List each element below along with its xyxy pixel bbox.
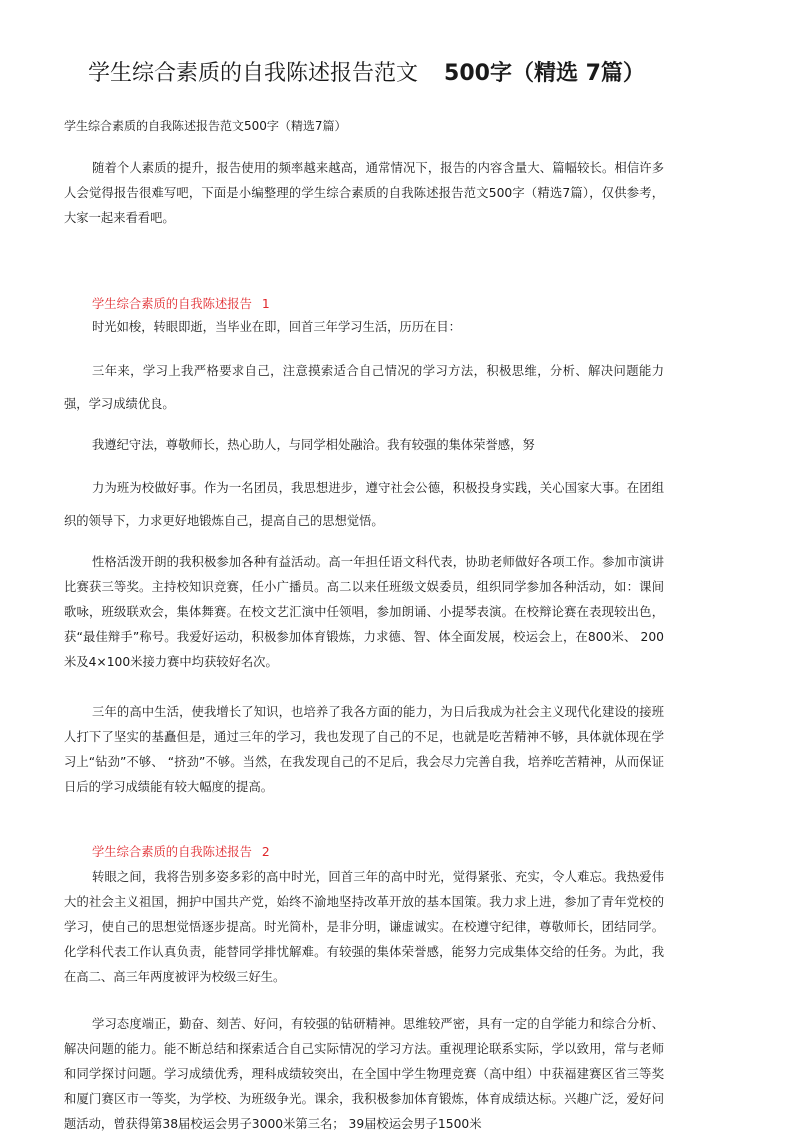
intro-paragraph: 随着个人素质的提升，报告使用的频率越来越高，通常情况下，报告的内容含量大、篇幅较长。相信许多人会觉得报告很难写吧，下面是小编整理的学生综合素质的自我陈述报告范文500字（精选7篇），仅供参考，大家一起来看看吧。 bbox=[64, 161, 664, 225]
paragraph: 我遵纪守法，尊敬师长，热心助人，与同学相处融洽。我有较强的集体荣誉感，努 bbox=[92, 438, 535, 452]
section-number: 1 bbox=[261, 297, 270, 311]
paragraph: 三年来，学习上我严格要求自己，注意摸索适合自己情况的学习方法，积极思维，分析、解决问题能力强，学习成绩优良。 bbox=[64, 364, 664, 411]
paragraph: 转眼之间，我将告别多姿多彩的高中时光，回首三年的高中时光，觉得紧张、充实，令人难忘。我热爱伟大的社会主义祖国，拥护中国共产党，始终不渝地坚持改革开放的基本国策。我力求上进，参加了青年党校的学习，使自己的思想觉悟逐步提高。时光简朴，是非分明，谦虚诚实。在校遵守纪律，尊敬师长，团结同学。化学科代表工作认真负责，能替同学排忧解难。有较强的集体荣誉感，能努力完成集体交给的任务。为此，我在高二、高三年两度被评为校级三好生。 bbox=[64, 870, 664, 984]
section-heading-text: 学生综合素质的自我陈述报告 bbox=[92, 845, 252, 859]
paragraph: 时光如梭，转眼即逝，当毕业在即，回首三年学习生活，历历在目： bbox=[92, 320, 461, 334]
paragraph: 力为班为校做好事。作为一名团员，我思想进步，遵守社会公德，积极投身实践，关心国家大事。在团组织的领导下，力求更好地锻炼自己，提高自己的思想觉悟。 bbox=[64, 481, 664, 528]
paragraph: 性格活泼开朗的我积极参加各种有益活动。高一年担任语文科代表，协助老师做好各项工作。参加市演讲比赛获三等奖。主持校知识竞赛，任小广播员。高二以来任班级文娱委员，组织同学参加各种活动，如：课间歌咏，班级联欢会，集体舞赛。在校文艺汇演中任领唱，参加朗诵、小提琴表演。在校辩论赛在表现较出色，获“最佳辩手”称号。我爱好运动，积极参加体育锻炼，力求德、智、体全面发展，校运会上，在800米、 200米及4×100米接力赛中均获较好名次。 bbox=[64, 555, 664, 669]
section-heading-1 bbox=[92, 294, 270, 314]
section-heading-text: 学生综合素质的自我陈述报告 bbox=[92, 297, 252, 311]
paragraph: 三年的高中生活，使我增长了知识，也培养了我各方面的能力，为日后我成为社会主义现代化建设的接班人打下了坚实的基矗但是，通过三年的学习，我也发现了自己的不足，也就是吃苦精神不够，具体就体现在学习上“钻劲”不够、 “挤劲”不够。当然，在我发现自己的不足后，我会尽力完善自我，培养吃苦精神，从而保证日后的学习成绩能有较大幅度的提高。 bbox=[64, 705, 664, 794]
title-main: 学生综合素质的自我陈述报告范文 bbox=[88, 61, 419, 86]
section-number: 2 bbox=[261, 845, 270, 859]
document-title bbox=[88, 58, 768, 90]
section-heading-2 bbox=[92, 842, 270, 862]
document-subtitle: 学生综合素质的自我陈述报告范文500字（精选7篇） bbox=[64, 119, 347, 133]
paragraph: 学习态度端正，勤奋、刻苦、好问，有较强的钻研精神。思维较严密，具有一定的自学能力和综合分析、解决问题的能力。能不断总结和探索适合自己实际情况的学习方法。重视理论联系实际，学以致用，常与老师和同学探讨问题。学习成绩优秀，理科成绩较突出，在全国中学生物理竞赛（高中组）中获福建赛区省三等奖和厦门赛区市一等奖，为学校、为班级争光。课余，我积极参加体育锻炼，体育成绩达标。兴趣广泛，爱好问题活动，曾获得第38届校运会男子3000米第三名； 39届校运会男子1500米 bbox=[64, 1017, 664, 1131]
title-count: 500字（精选 7篇） bbox=[444, 61, 645, 86]
